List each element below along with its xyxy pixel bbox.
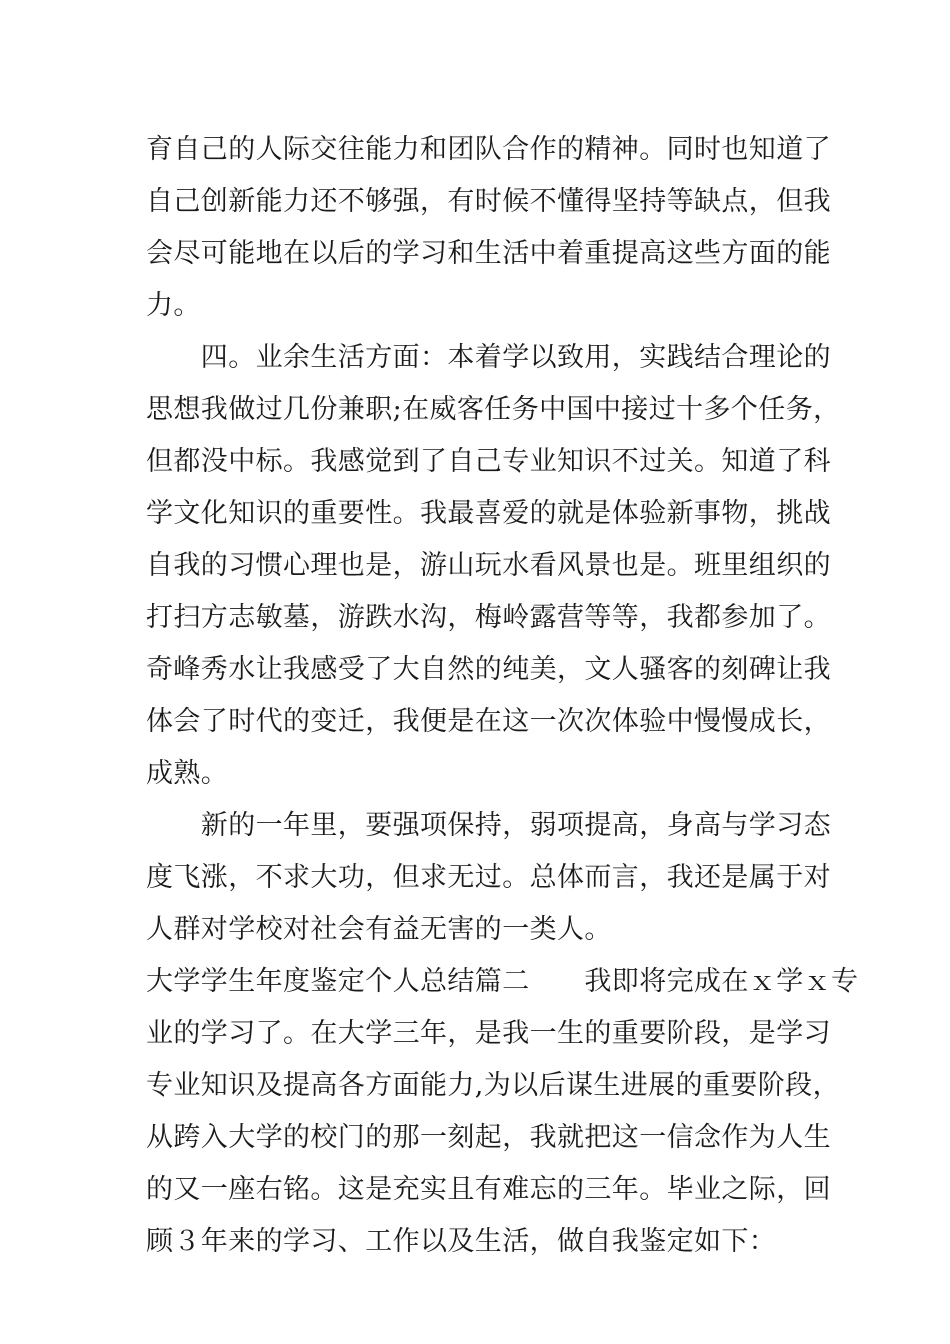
text-line: 学文化知识的重要性。我最喜爱的就是体验新事物，挑战 <box>146 498 831 529</box>
text-line: 的又一座右铭。这是充实且有难忘的三年。毕业之际，回 <box>146 1174 831 1205</box>
text-line: 但都没中标。我感觉到了自己专业知识不过关。知道了科 <box>146 446 831 477</box>
text-line: 专业知识及提高各方面能力,为以后谋生进展的重要阶段， <box>146 1070 840 1101</box>
text-line: 度飞涨，不求大功，但求无过。总体而言，我还是属于对 <box>146 862 831 893</box>
text-line: 业的学习了。在大学三年，是我一生的重要阶段，是学习 <box>146 1018 831 1049</box>
text-line: 顾３年来的学习、工作以及生活，做自我鉴定如下： <box>146 1226 777 1257</box>
text-line: 思想我做过几份兼职;在威客任务中国中接过十多个任务， <box>146 394 841 425</box>
text-line: 自己创新能力还不够强，有时候不懂得坚持等缺点，但我 <box>146 186 831 217</box>
text-line: 奇峰秀水让我感受了大自然的纯美，文人骚客的刻碑让我 <box>146 654 831 685</box>
text-line: 成熟。 <box>146 758 229 789</box>
text-line: 从跨入大学的校门的那一刻起，我就把这一信念作为人生 <box>146 1122 831 1153</box>
text-line: 四。业余生活方面：本着学以致用，实践结合理论的 <box>146 342 831 373</box>
text-line: 育自己的人际交往能力和团队合作的精神。同时也知道了 <box>146 134 831 165</box>
section-heading-line: 大学学生年度鉴定个人总结篇二 我即将完成在ｘ学ｘ专 <box>146 966 859 997</box>
text-line: 新的一年里，要强项保持，弱项提高，身高与学习态 <box>146 810 831 841</box>
text-line: 体会了时代的变迁，我便是在这一次次体验中慢慢成长， <box>146 706 831 737</box>
text-line: 人群对学校对社会有益无害的一类人。 <box>146 914 612 945</box>
text-line: 力。 <box>146 290 201 321</box>
text-line: 自我的习惯心理也是，游山玩水看风景也是。班里组织的 <box>146 550 831 581</box>
text-line: 会尽可能地在以后的学习和生活中着重提高这些方面的能 <box>146 238 831 269</box>
text-line: 打扫方志敏墓，游跌水沟，梅岭露营等等，我都参加了。 <box>146 602 831 633</box>
document-body <box>146 124 859 1268</box>
